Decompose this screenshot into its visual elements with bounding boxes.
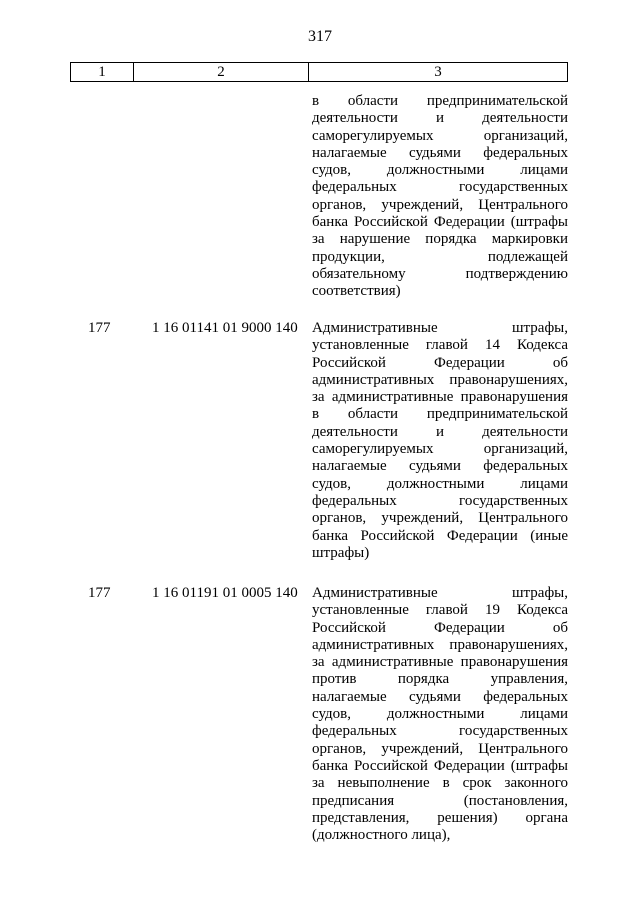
- description-line: Российской Федерации об: [312, 619, 568, 636]
- header-column-3: 3: [434, 63, 442, 80]
- description-line: (должностного лица),: [312, 827, 451, 844]
- kbk-code: 1 16 01191 01 0005 140: [152, 585, 298, 601]
- row-description: [312, 320, 568, 562]
- description-line: соответствия): [312, 283, 401, 300]
- description-line: за административные правонарушения: [312, 389, 568, 406]
- description-line: против порядка управления,: [312, 671, 568, 688]
- admin-code: 177: [88, 585, 111, 601]
- description-line: Административные штрафы,: [312, 320, 568, 336]
- description-line: административных правонарушениях,: [312, 636, 568, 653]
- kbk-code: 1 16 01141 01 9000 140: [152, 320, 298, 336]
- description-line: за невыполнение в срок законного: [312, 775, 568, 792]
- description-line: судов, должностными лицами: [312, 162, 568, 179]
- description-line: саморегулируемых организаций,: [312, 127, 568, 144]
- description-line: Административные штрафы,: [312, 585, 568, 601]
- page-number: 317: [308, 28, 332, 45]
- admin-code: 177: [88, 320, 111, 336]
- description-line: за административные правонарушения: [312, 654, 568, 671]
- row-description: [312, 585, 568, 844]
- table-header: [70, 62, 568, 82]
- description-line: органов, учреждений, Центрального: [312, 740, 568, 757]
- description-line: налагаемые судьями федеральных: [312, 144, 568, 161]
- description-line: в области предпринимательской: [312, 93, 568, 109]
- description-line: федеральных государственных: [312, 179, 568, 196]
- description-line: штрафы): [312, 544, 370, 561]
- description-line: судов, должностными лицами: [312, 475, 568, 492]
- description-line: органов, учреждений, Центрального: [312, 510, 568, 527]
- description-line: обязательному подтверждению: [312, 265, 568, 282]
- description-line: предписания (постановления,: [312, 792, 568, 809]
- description-line: представления, решения) органа: [312, 809, 568, 826]
- description-line: саморегулируемых организаций,: [312, 441, 568, 458]
- description-line: банка Российской Федерации (иные: [312, 527, 568, 544]
- description-line: налагаемые судьями федеральных: [312, 688, 568, 705]
- description-line: деятельности и деятельности: [312, 110, 568, 127]
- description-line: продукции, подлежащей: [312, 248, 568, 265]
- description-line: банка Российской Федерации (штрафы: [312, 214, 568, 231]
- description-line: за нарушение порядка маркировки: [312, 231, 568, 248]
- header-column-2: 2: [134, 63, 309, 81]
- description-line: Российской Федерации об: [312, 354, 568, 371]
- description-line: органов, учреждений, Центрального: [312, 196, 568, 213]
- row-description: [312, 93, 568, 301]
- description-line: банка Российской Федерации (штрафы: [312, 757, 568, 774]
- description-line: налагаемые судьями федеральных: [312, 458, 568, 475]
- description-line: федеральных государственных: [312, 723, 568, 740]
- description-line: деятельности и деятельности: [312, 423, 568, 440]
- description-line: установленные главой 19 Кодекса: [312, 602, 568, 619]
- header-column-1: 1: [71, 63, 134, 81]
- description-line: установленные главой 14 Кодекса: [312, 337, 568, 354]
- description-line: федеральных государственных: [312, 492, 568, 509]
- description-line: судов, должностными лицами: [312, 706, 568, 723]
- description-line: в области предпринимательской: [312, 406, 568, 423]
- description-line: административных правонарушениях,: [312, 371, 568, 388]
